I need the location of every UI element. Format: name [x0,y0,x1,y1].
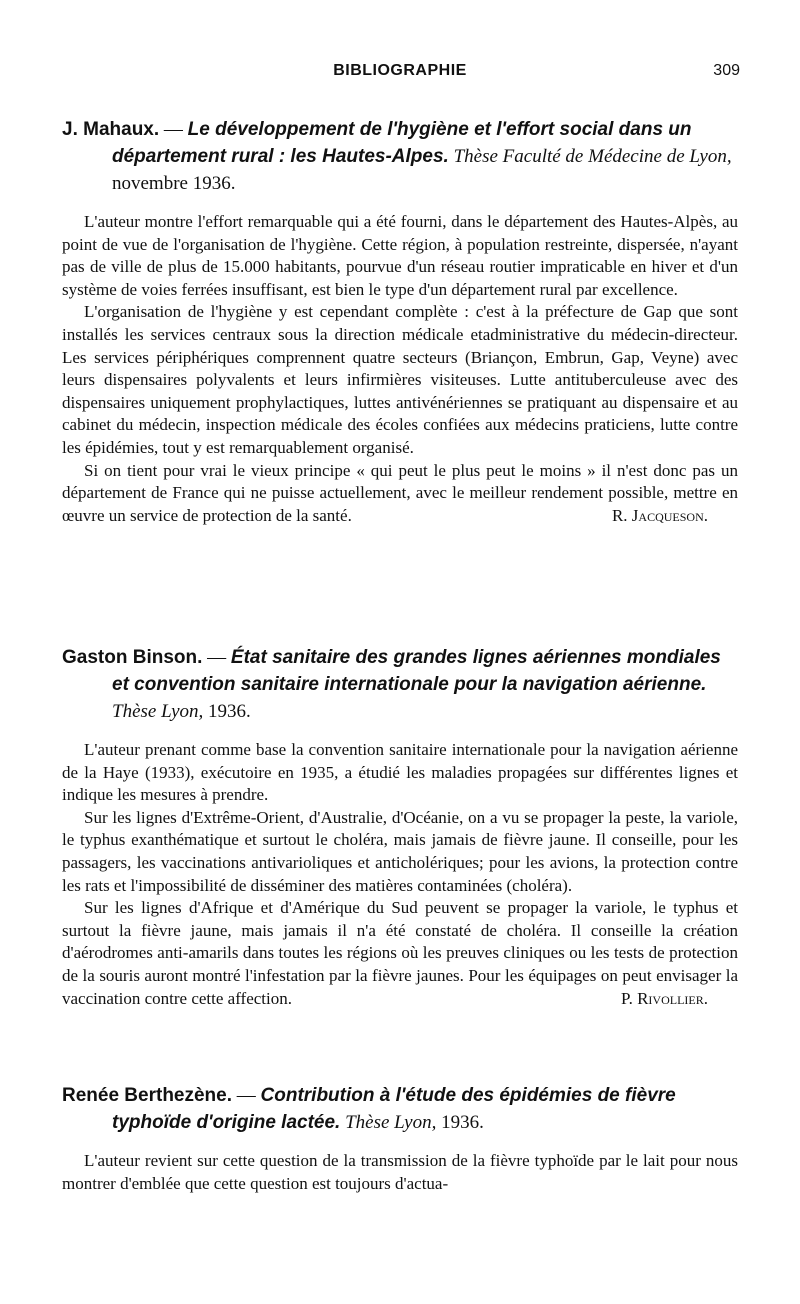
entry-paragraph: L'organisation de l'hygiène y est cependant complète : c'est à la préfecture de Gap que sont installés les services centraux sous la direction médicale etadministrative du médecin-directeur. Les services périphériques comprennent quatre secteurs (Briançon, Embrun, Gap, Veyne) avec leurs dispensaires polyvalents et leurs infirmières visiteuses. Lutte antituberculeuse avec des dispensaires uniquement prophylactiques, luttes antivénériennes se pratiquant au dispensaire et au cabinet du médecin, inspection médicale des écoles confiées aux médecins praticiens, lutte contre les épidémies, tout y est remarquablement organisé. [62,302,738,457]
entry-heading [62,116,738,197]
page-number: 309 [713,62,740,79]
reviewer-signature: P. Rivollier. [621,988,708,1008]
entry-paragraph: L'auteur montre l'effort remarquable qui a été fourni, dans le département des Hautes-Alpès, au point de vue de l'organisation de l'hygiène. Cette région, à population restreinte, dispersée, n'ayant pas de ville de plus de 15.000 habitants, pourvue d'un réseau routier impraticable en hiver et d'un système de voies ferrées insuffisant, est bien le type d'un département rural par excellence. [62,212,738,299]
entry-paragraph [62,460,738,528]
entry-title: Contribution à l'étude des épidémies de fièvre typhoïde d'origine lactée. [112,1085,676,1133]
reviewer-signature: R. Jacqueson. [611,505,708,525]
entry-title: Le développement de l'hygiène et l'effort social dans un département rural : les Hautes-Alpes. [112,119,692,167]
bibliography-entry [62,1082,738,1195]
entry-heading [62,644,738,725]
entry-author: Gaston Binson. [62,647,203,668]
entry-source: Thèse Lyon, [345,1112,437,1133]
entry-paragraph: Sur les lignes d'Extrême-Orient, d'Australie, d'Océanie, on a vu se propager la peste, la variole, le typhus exanthématique et surtout le choléra, mais jamais de fièvre jaune. Il conseille, pour les passagers, les vaccinations antivarioliques et anticholériques; pour les avions, la protection contre les rats et l'impossibilité de disséminer des matières contaminées (choléra). [62,807,738,895]
entry-paragraph: L'auteur revient sur cette question de la transmission de la fièvre typhoïde par le lait pour nous montrer d'emblée que cette question est toujours d'actua- [62,1151,738,1193]
entry-dash: — [202,647,231,668]
entry-author: Renée Berthezène. [62,1085,233,1106]
entry-paragraph-text: Sur les lignes d'Afrique et d'Amérique du Sud peuvent se propager la variole, le typhus et surtout la fièvre jaune, mais jamais il n'a été constaté de choléra. Il conseille la création d'aérodromes anti-amarils dans toutes les régions où les preuves cliniques ou les tests de protection de la souris auront montré l'infestation par la fièvre jaunes. Pour les équipages on peut envisager la vaccination contre cette affection. [62,898,738,1008]
bibliography-entry [62,116,738,527]
entry-source: Thèse Faculté de Médecine de Lyon, [453,146,732,167]
entry-paragraph [62,897,738,1010]
entry-source: Thèse Lyon, [112,701,204,722]
running-header [60,62,740,88]
entry-dash: — [232,1085,261,1106]
entry-date: 1936. [208,701,251,722]
entry-author: J. Mahaux. [62,119,160,140]
entry-date: novembre 1936. [112,173,236,194]
entry-paragraph: L'auteur prenant comme base la convention sanitaire internationale pour la navigation aérienne de la Haye (1933), exécutoire en 1935, a étudié les maladies propagées sur différentes lignes et indique les mesures à prendre. [62,740,738,805]
entry-date: 1936. [441,1112,484,1133]
entry-dash: — [159,119,188,140]
running-title: BIBLIOGRAPHIE [333,62,467,79]
bibliography-entry [62,644,738,1010]
entry-heading [62,1082,738,1136]
entry-title: État sanitaire des grandes lignes aériennes mondiales et convention sanitaire internationale pour la navigation aérienne. [112,647,721,695]
entry-paragraph-text: Si on tient pour vrai le vieux principe « qui peut le plus peut le moins » il n'est donc pas un département de France qui ne puisse actuellement, avec le meilleur rendement possible, mettre en œuvre un service de protection de la santé. [62,460,738,525]
